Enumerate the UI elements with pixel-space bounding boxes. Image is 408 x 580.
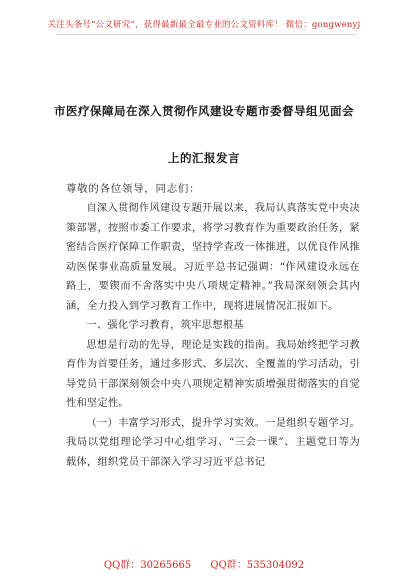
footer [0,556,408,571]
paragraph: 思想是行动的先导，理论是实践的指南。我局始终把学习教育作为首要任务，通过多形式、多层次、全覆盖的学习活动，引导党员干部深刻领会中央八项规定精神实质增强贯彻落实的自觉性和坚定性。 [66,339,360,409]
footer-qq-group-1: QQ群：30265665 [103,560,192,571]
document-title-line2: 上的汇报发言 [168,151,240,165]
paragraph: （一）丰富学习形式，提升学习实效。一是组织专题学习。我局以党组理论学习中心组学习、“三会一课”、主题党日等为载体，组织党员干部深入学习习近平总书记 [66,417,360,468]
header-banner: 关注头条号“公文研究”，获得最新最全最专业的公文资料库！ 微信：gongwenyj [47,20,361,30]
paragraph: 自深入贯彻作风建设专题开展以来，我局认真落实党中央决策部署，按照市委工作要求，将学习教育作为重要政治任务，紧密结合医疗保障工作职责，坚持学查改一体推进，以优良作风推动医保事业高质量发展。习近平总书记强调：“作风建设永远在路上，要锲而不舍落实中央八项规定精神。”我局深刻领会其内涵，全力投入到学习教育工作中，现将进展情况汇报如下。 [66,203,360,312]
section-heading: 一、强化学习教育，筑牢思想根基 [86,320,244,331]
salutation: 尊敬的各位领导，同志们： [66,183,201,195]
footer-qq-group-2: QQ群：535304092 [210,560,305,571]
document-title: 市医疗保障局在深入贯彻作风建设专题市委督导组见面会 [54,104,354,118]
header-divider [56,34,356,35]
document-body [66,199,360,472]
